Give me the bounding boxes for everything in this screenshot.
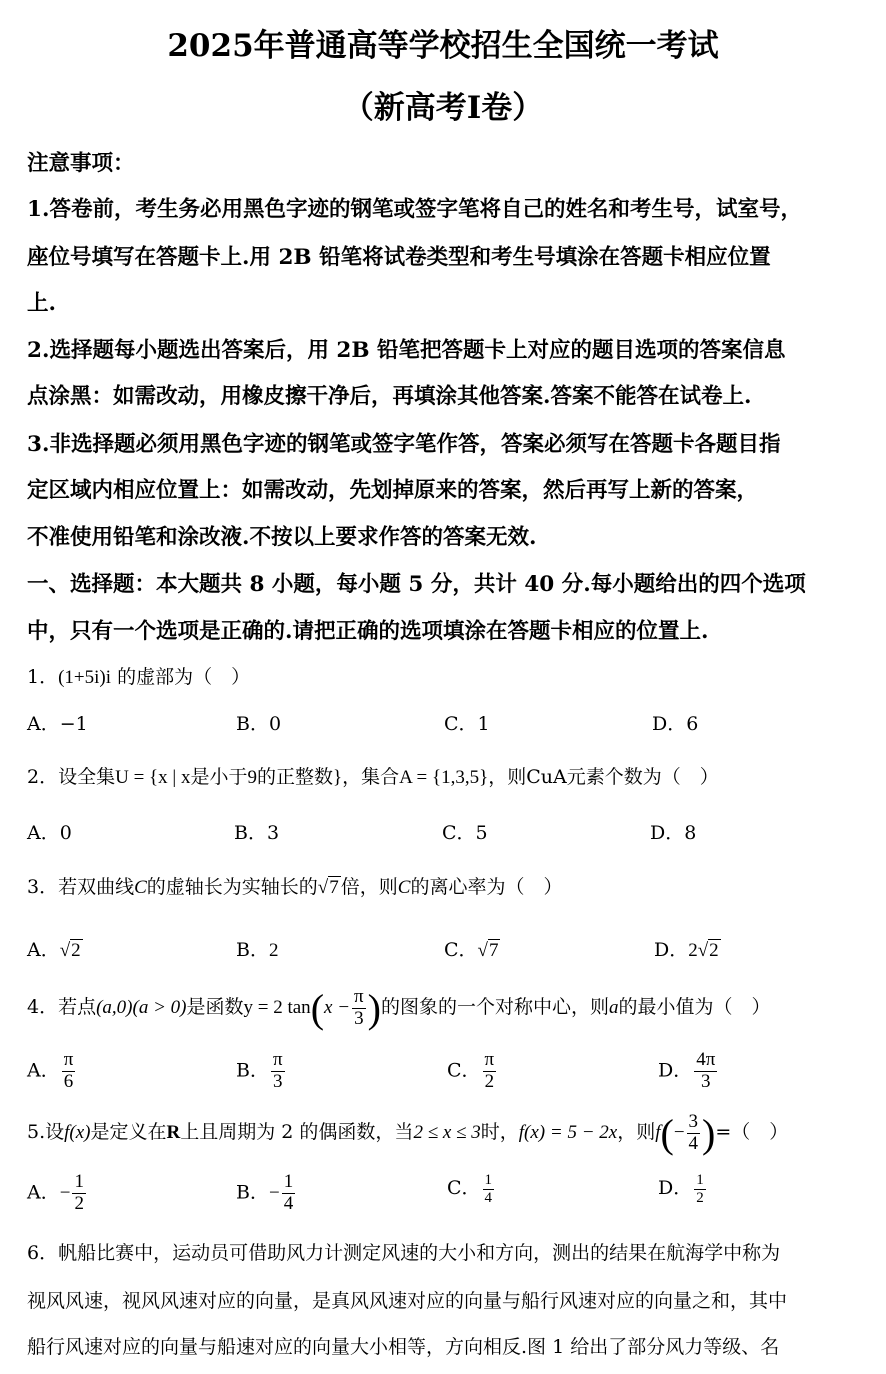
option-b[interactable]: B． $\frac{\pi}{3}$ xyxy=(236,1049,283,1092)
question-text: 是函数 xyxy=(186,995,244,1018)
exam-subtitle: （新高考Ⅰ卷） xyxy=(342,90,544,126)
real-set: R xyxy=(166,1121,181,1143)
question-text: 的虚部为（ ） xyxy=(111,666,251,688)
question-6-line: 视风风速，视风风速对应的向量，是真风风速对应的向量与船行风速对应的向量之和，其中 xyxy=(27,1290,788,1312)
section-heading: 中，只有一个选项是正确的.请把正确的选项填涂在答题卡相应的位置上. xyxy=(27,619,709,644)
question-text: 的离心率为（ ） xyxy=(410,876,563,898)
notice-line: 点涂黑：如需改动，用橡皮擦干净后，再填涂其他答案.答案不能答在试卷上. xyxy=(27,384,752,409)
condition: 2 ≤ x ≤ 3 xyxy=(413,1121,481,1143)
set-u: U = {x | x是小于9的正整数} xyxy=(115,767,343,788)
question-text: 倍，则 xyxy=(340,876,398,898)
option-b[interactable]: B．0 xyxy=(236,713,282,735)
question-5 xyxy=(27,1110,788,1157)
var-c: C xyxy=(397,877,411,898)
var-a: a xyxy=(608,996,619,1018)
option-c[interactable]: C．5 xyxy=(442,822,488,844)
question-text: 是定义在 xyxy=(90,1120,167,1143)
question-text: 2．设全集 xyxy=(27,766,116,788)
question-text: 3．若双曲线 xyxy=(27,876,135,898)
option-c[interactable]: C． $\frac{\pi}{2}$ xyxy=(447,1049,495,1092)
point-expression: (a,0)(a > 0) xyxy=(96,996,187,1018)
section-heading: 一、选择题：本大题共 8 小题，每小题 5 分，共计 40 分.每小题给出的四个选项 xyxy=(27,572,806,597)
question-1 xyxy=(27,662,250,689)
question-6-line: 船行风速对应的向量与船速对应的向量大小相等，方向相反.图 1 给出了部分风力等级、名 xyxy=(27,1336,780,1358)
question-4 xyxy=(27,985,770,1032)
question-text: ，集合 xyxy=(342,766,400,788)
option-b[interactable]: B．− $\frac{1}{4}$ xyxy=(236,1171,294,1214)
option-d[interactable]: D． $\frac{1}{2}$ xyxy=(658,1172,704,1206)
option-a[interactable]: A． $\frac{\pi}{6}$ xyxy=(27,1049,74,1092)
option-b[interactable]: B．3 xyxy=(234,822,280,844)
question-text: 的图象的一个对称中心，则 xyxy=(380,995,609,1018)
function-expression: y = 2 tan(x − $\frac{\pi}{3}$ ) xyxy=(243,986,381,1031)
option-a[interactable]: A．√2 xyxy=(27,939,81,961)
option-d[interactable]: D．2√2 xyxy=(654,939,719,961)
notice-line: 定区域内相应位置上：如需改动，先划掉原来的答案，然后再写上新的答案， xyxy=(27,478,759,503)
question-text: 的最小值为（ ） xyxy=(618,995,771,1018)
question-text: =（ ） xyxy=(715,1120,789,1143)
option-d[interactable]: D．8 xyxy=(650,822,697,844)
question-3 xyxy=(27,872,562,899)
option-c[interactable]: C．1 xyxy=(444,713,490,735)
question-text: 时， xyxy=(480,1120,519,1143)
option-a[interactable]: A．−1 xyxy=(27,713,88,735)
notice-line: 不准使用铅笔和涂改液.不按以上要求作答的答案无效. xyxy=(27,525,537,550)
notice-line: 座位号填写在答题卡上.用 2B 铅笔将试卷类型和考生号填涂在答题卡相应位置 xyxy=(27,245,771,270)
function-f: f(x) xyxy=(64,1121,91,1143)
formula: f(x) = 5 − 2x xyxy=(518,1121,618,1143)
math-expression: (1+5i)i xyxy=(58,667,112,688)
option-a[interactable]: A．0 xyxy=(27,822,72,844)
sqrt-expression: √7 xyxy=(317,877,339,898)
option-d[interactable]: D．6 xyxy=(652,713,699,735)
option-d[interactable]: D． $\frac{4\pi}{3}$ xyxy=(658,1049,716,1092)
notice-line: 3.非选择题必须用黑色字迹的钢笔或签字笔作答，答案必须写在答题卡各题目指 xyxy=(27,432,781,457)
question-text: ，则 xyxy=(617,1120,656,1143)
evaluate-expression: f(− $\frac{3}{4}$ ) xyxy=(655,1111,716,1156)
notice-line: 上. xyxy=(27,291,56,316)
exam-title: 2025年普通高等学校招生全国统一考试 xyxy=(167,28,719,64)
question-text: 的虚轴长为实轴长的 xyxy=(146,876,318,898)
option-c[interactable]: C．√7 xyxy=(444,939,499,961)
question-number: 1． xyxy=(27,666,59,688)
question-text: 4．若点 xyxy=(27,995,97,1018)
question-2 xyxy=(27,762,719,789)
option-c[interactable]: C． $\frac{1}{4}$ xyxy=(447,1172,493,1206)
question-text: 上且周期为 2 的偶函数，当 xyxy=(180,1120,414,1143)
var-c: C xyxy=(134,877,147,898)
question-text: 5.设 xyxy=(27,1120,65,1143)
option-a[interactable]: A．− $\frac{1}{2}$ xyxy=(27,1171,84,1214)
question-6-line: 6．帆船比赛中，运动员可借助风力计测定风速的大小和方向，测出的结果在航海学中称为 xyxy=(27,1242,781,1264)
question-text: ，则CuA元素个数为（ ） xyxy=(488,766,719,788)
notice-line: 1.答卷前，考生务必用黑色字迹的钢笔或签字笔将自己的姓名和考生号，试室号， xyxy=(27,197,802,222)
notice-heading: 注意事项： xyxy=(27,151,135,176)
set-a: A = {1,3,5} xyxy=(399,767,489,788)
option-b[interactable]: B．2 xyxy=(236,939,279,961)
notice-line: 2.选择题每小题选出答案后，用 2B 铅笔把答题卡上对应的题目选项的答案信息 xyxy=(27,338,786,363)
